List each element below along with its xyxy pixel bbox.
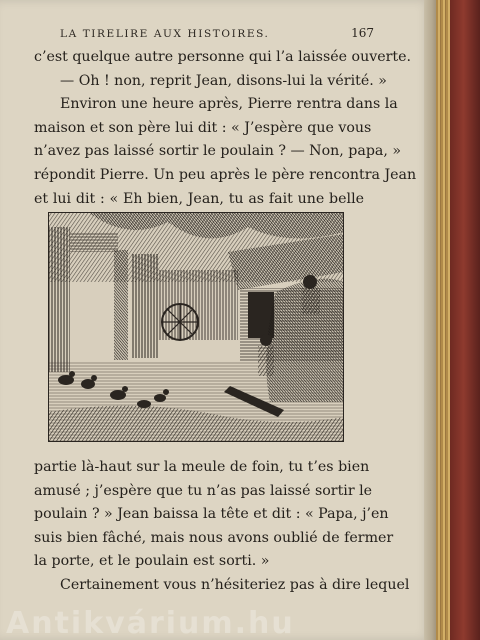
book-spine	[450, 0, 480, 640]
page-number: 167	[351, 26, 374, 40]
text-line: partie là-haut sur la meule de foin, tu t’es bien	[34, 459, 370, 475]
text-line: c’est quelque autre personne qui l’a laissée ouverte.	[34, 49, 412, 65]
text-line: Certainement vous n’hésiteriez pas à dire lequel	[60, 576, 410, 593]
engraving-illustration	[48, 212, 344, 442]
text-line: poulain ? » Jean baissa la tête et dit : « Papa, j’en	[34, 506, 389, 523]
watermark: Antikvárium.hu	[6, 606, 295, 640]
text-line: n’avez pas laissé sortir le poulain ? — Non, papa, »	[34, 143, 402, 160]
paragraph	[34, 93, 417, 211]
text-line: Environ une heure après, Pierre rentra dans la	[60, 96, 398, 113]
text-line: la porte, et le poulain est sorti. »	[34, 553, 270, 570]
text-line: suis bien fâché, mais nous avons oublié de fermer	[34, 529, 394, 546]
paragraph	[34, 574, 410, 598]
text-line: amusé ; j’espère que tu n’as pas laissé sortir le	[34, 482, 373, 499]
text-block-bottom	[34, 456, 410, 598]
running-head: LA TIRELIRE AUX HISTOIRES.	[60, 28, 270, 40]
text-line: et lui dit : « Eh bien, Jean, tu as fait une belle	[34, 190, 364, 207]
farmyard-engraving	[48, 212, 344, 442]
text-line: répondit Pierre. Un peu après le père rencontra Jean	[34, 166, 417, 183]
paragraph	[34, 46, 412, 93]
text-line: maison et son père lui dit : « J’espère que vous	[34, 119, 372, 136]
page-edges	[424, 0, 436, 640]
text-line: — Oh ! non, reprit Jean, disons-lui la vérité. »	[60, 72, 387, 89]
gilt-edge	[436, 0, 450, 640]
text-block-top	[34, 46, 417, 211]
paragraph	[34, 456, 394, 574]
